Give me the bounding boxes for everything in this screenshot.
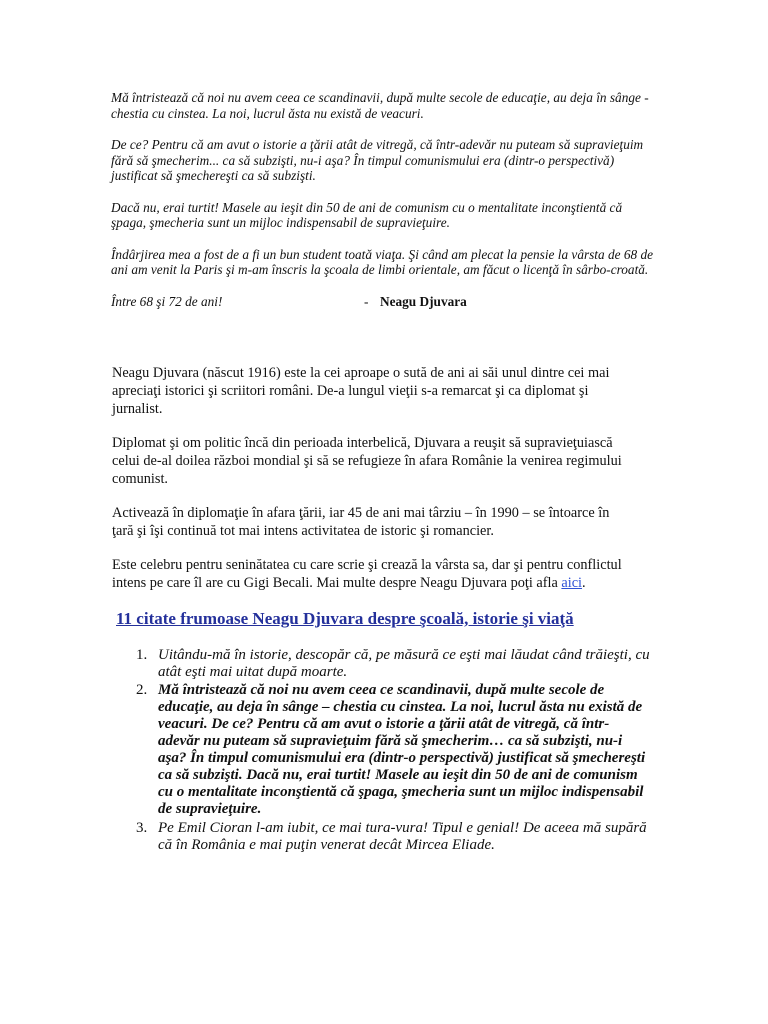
text-line: Uitându-mă în istorie, descopăr că, pe măsură ce eşti mai lăudat când trăieşti, cu bbox=[158, 646, 650, 663]
link-trailing-punctuation: . bbox=[582, 575, 586, 591]
text-line: atât eşti mai uitat după moarte. bbox=[158, 663, 348, 680]
text-line: De ce? Pentru că am avut o istorie a ţării atât de vitregă, că într-adevăr nu puteam să supravieţuim bbox=[111, 137, 644, 152]
text-line: adevăr nu puteam să supravieţuim fără să şmecherim… ca să subzişti, nu-i bbox=[158, 733, 623, 749]
text-line: Mă întristează că noi nu avem ceea ce scandinavii, după multe secole de educaţie, au deja în sânge - bbox=[111, 90, 649, 105]
text-line: Îndârjirea mea a fost de a fi un bun student toată viaţa. Şi când am plecat la pensie la vârsta de 68 de bbox=[111, 246, 654, 262]
bio-paragraph bbox=[112, 364, 656, 418]
quote-paragraph bbox=[111, 200, 656, 231]
quote-paragraph bbox=[111, 90, 656, 121]
text-line: Pe Emil Cioran l-am iubit, ce mai tura-vura! Tipul e genial! De aceea mă supără bbox=[158, 819, 647, 836]
text-line: ani am venit la Paris şi m-am înscris la şcoala de limbi orientale, am făcut o licenţă în sârbo-croată. bbox=[111, 262, 649, 277]
quotes-list bbox=[111, 647, 656, 854]
text-line: jurnalist. bbox=[112, 401, 163, 417]
quote-list-item bbox=[111, 820, 656, 854]
list-item-text bbox=[158, 682, 656, 818]
text-line: că în România e mai puţin venerat decât Mircea Eliade. bbox=[158, 836, 495, 853]
text-line: fără să şmecherim... ca să subzişti, nu-i aşa? În timpul comunismului era (dintr-o perspectivă) bbox=[111, 152, 615, 168]
text-line bbox=[112, 574, 656, 592]
more-info-link[interactable]: aici bbox=[561, 575, 583, 591]
list-item-text bbox=[158, 647, 656, 681]
text-line: comunist. bbox=[112, 471, 168, 487]
text-line: veacuri. De ce? Pentru că am avut o istorie a ţării atât de vitregă, că într- bbox=[158, 716, 610, 732]
bio-section bbox=[111, 364, 656, 592]
text-line: cu o mentalitate inconştientă că şpaga, şmecheria sunt un mijloc indispensabil bbox=[158, 784, 644, 800]
attribution-closing: Între 68 şi 72 de ani! bbox=[111, 293, 223, 309]
list-number: 2. bbox=[136, 682, 148, 698]
quote-attribution bbox=[111, 294, 656, 310]
quote-list-item bbox=[111, 647, 656, 681]
bio-paragraph bbox=[112, 556, 656, 592]
list-number: 1. bbox=[136, 646, 148, 663]
quotes-heading[interactable]: 11 citate frumoase Neagu Djuvara despre şcoală, istorie şi viaţă bbox=[116, 609, 574, 628]
bio-paragraph bbox=[112, 504, 656, 540]
text-line-content: intens pe care îl are cu Gigi Becali. Mai multe despre Neagu Djuvara poţi afla bbox=[112, 575, 558, 591]
text-line: apreciaţi istorici şi scriitori români. De-a lungul vieţii s-a remarcat şi ca diplomat şi bbox=[112, 383, 589, 399]
text-line: Dacă nu, erai turtit! Masele au ieşit din 50 de ani de comunism cu o mentalitate inconştientă că bbox=[111, 199, 623, 215]
text-line: ţară şi îşi continuă tot mai intens activitatea de istoric şi romancier. bbox=[112, 523, 494, 539]
quote-paragraph bbox=[111, 247, 656, 278]
text-line: educaţie, au deja în sânge – chestia cu cinstea. La noi, lucrul ăsta nu există de bbox=[158, 699, 643, 715]
attribution-dash: - bbox=[364, 293, 369, 309]
text-line: Este celebru pentru seninătatea cu care scrie şi crează la vârsta sa, dar şi pentru conflictul bbox=[112, 557, 622, 573]
text-line: celui de-al doilea război mondial şi să se refugieze în afara Românie la venirea regimului bbox=[112, 453, 622, 469]
text-line: şpaga, şmecheria sunt un mijloc indispensabil de supravieţuire. bbox=[111, 215, 450, 230]
text-line: justificat să şmechereşti ca să subzişti. bbox=[111, 168, 316, 183]
text-line: ca să subzişti. Dacă nu, erai turtit! Masele au ieşit din 50 de ani de comunism bbox=[158, 767, 638, 783]
bio-paragraph bbox=[112, 434, 656, 488]
text-line: chestia cu cinstea. La noi, lucrul ăsta nu există de veacuri. bbox=[111, 105, 424, 121]
text-line: Mă întristează că noi nu avem ceea ce scandinavii, după multe secole de bbox=[158, 682, 605, 698]
text-line: Activează în diplomaţie în afara ţării, iar 45 de ani mai târziu – în 1990 – se întoarce în bbox=[112, 505, 610, 521]
list-item-text bbox=[158, 820, 656, 854]
quote-section bbox=[111, 90, 656, 309]
text-line: aşa? În timpul comunismului era (dintr-o perspectivă) justificat să şmechereşti bbox=[158, 750, 646, 766]
quote-list-item bbox=[111, 682, 656, 818]
text-line: de supravieţuire. bbox=[158, 801, 262, 817]
quote-paragraph bbox=[111, 137, 656, 184]
text-line: Neagu Djuvara (născut 1916) este la cei aproape o sută de ani ai săi unul dintre cei mai bbox=[112, 365, 610, 381]
document-content bbox=[111, 90, 656, 855]
list-number: 3. bbox=[136, 819, 148, 836]
text-line: Diplomat şi om politic încă din perioada interbelică, Djuvara a reuşit să supravieţuiască bbox=[112, 435, 613, 451]
attribution-author: Neagu Djuvara bbox=[380, 293, 467, 309]
